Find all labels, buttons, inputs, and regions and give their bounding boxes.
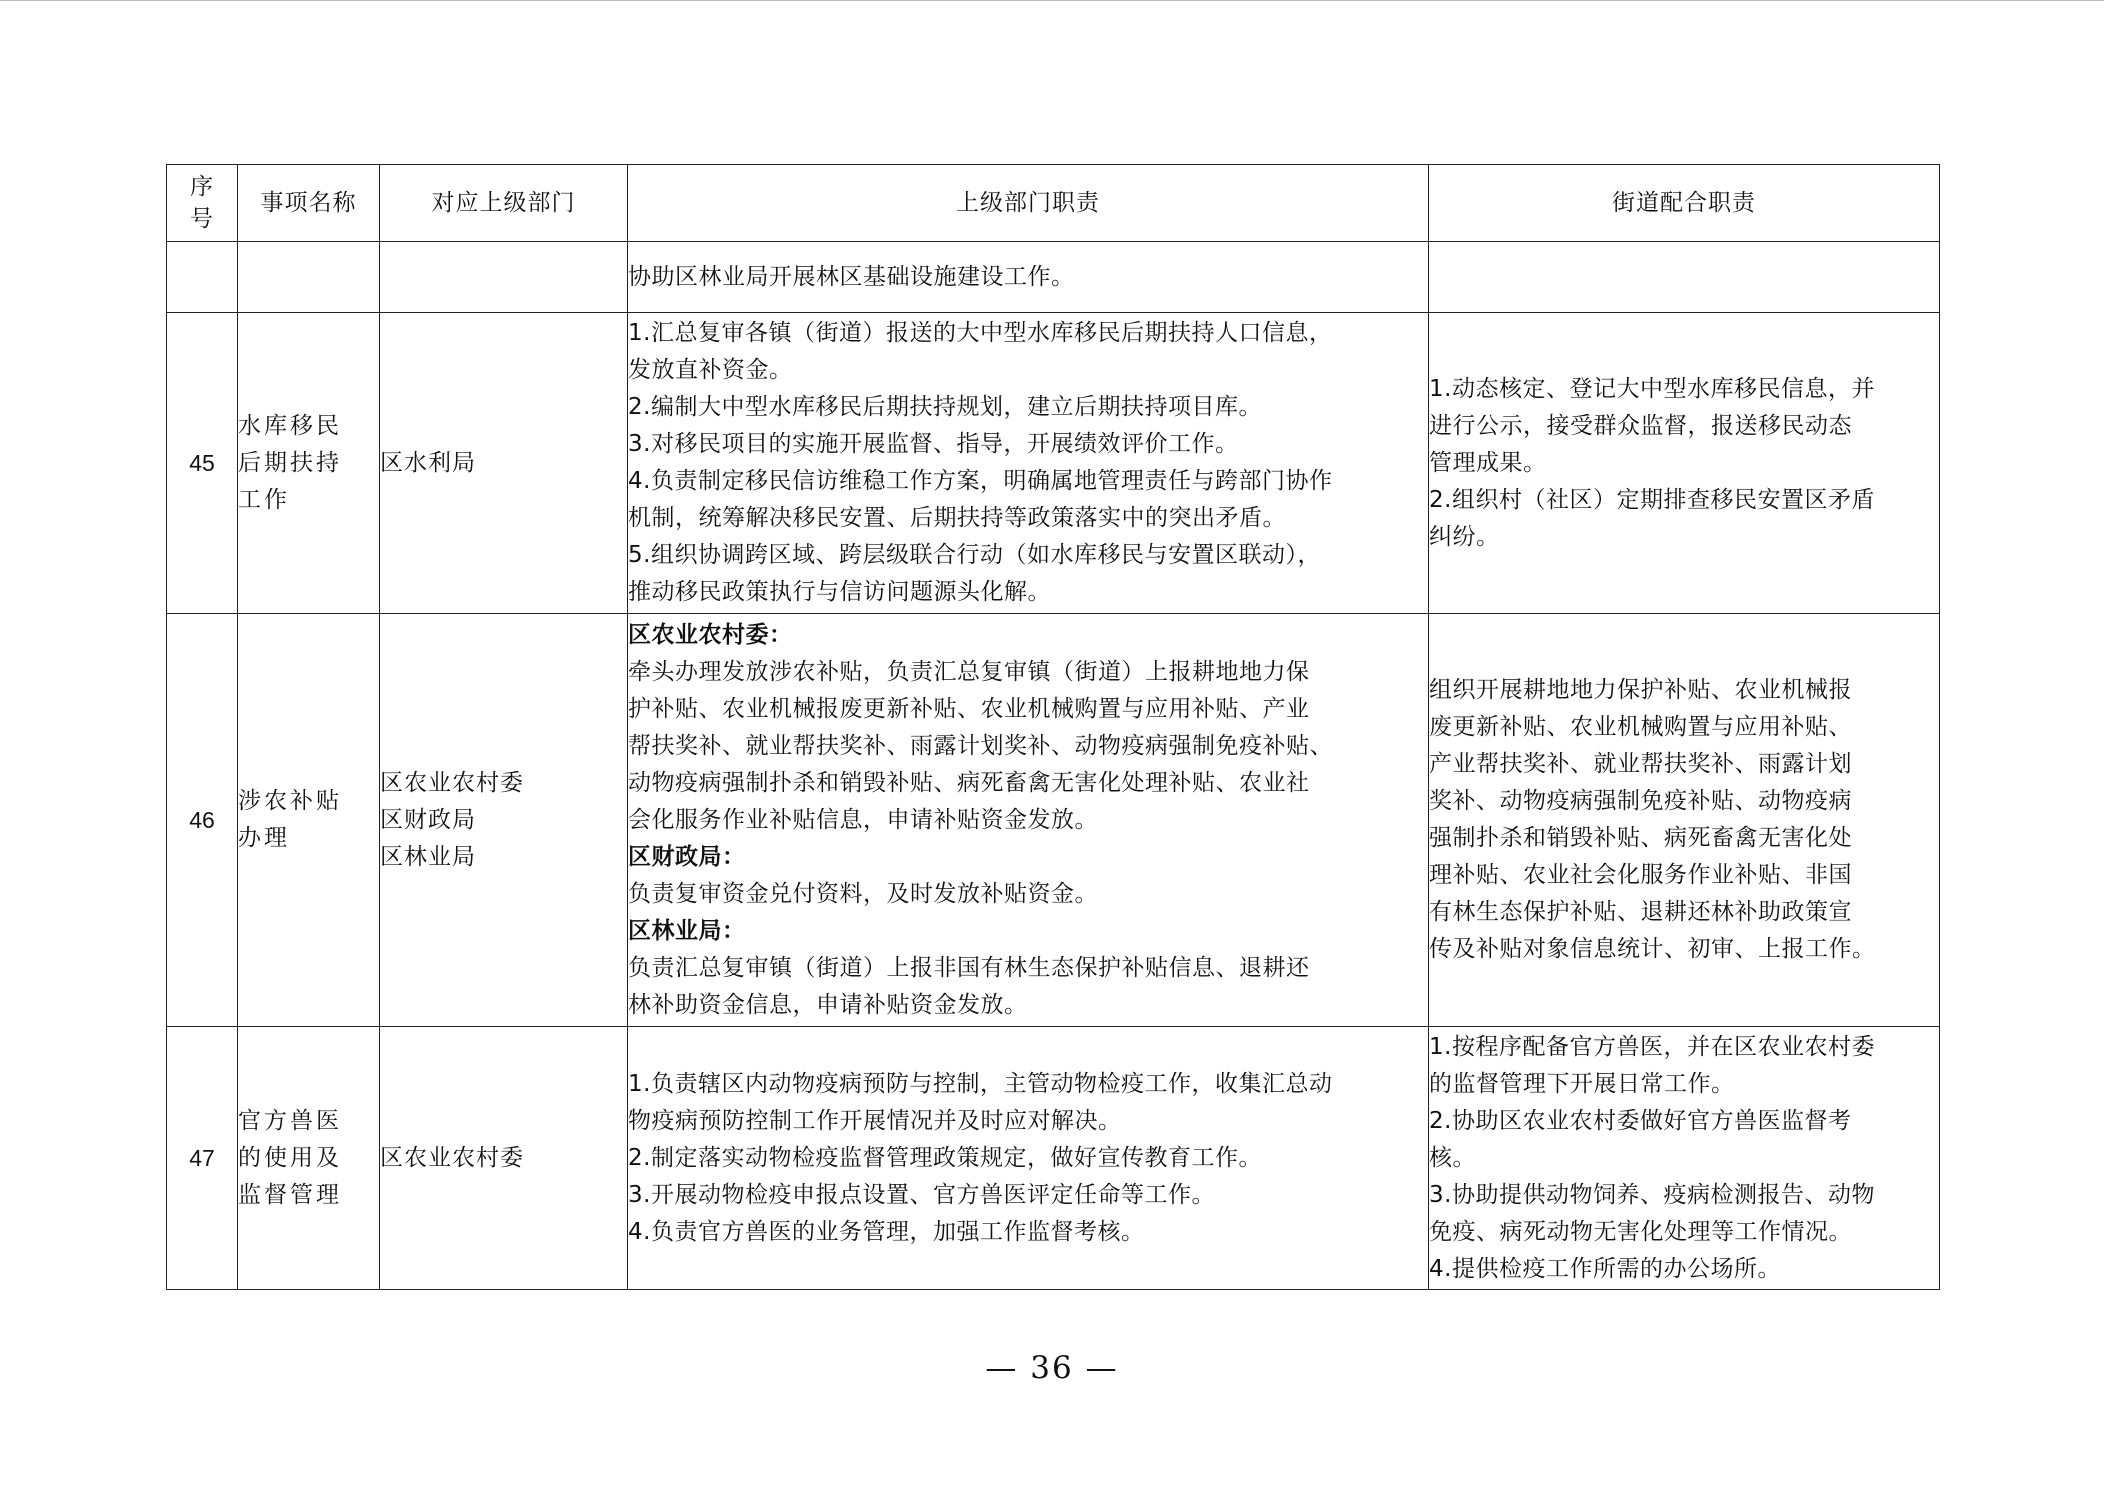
table-row-continuation <box>167 242 1940 313</box>
row-superior-duties-cell <box>628 1027 1429 1290</box>
duty-section-heading: 区财政局： <box>628 843 746 870</box>
dept-line: 区农业农村委 <box>380 769 524 796</box>
row-dept-cell <box>380 313 628 614</box>
row-street-duties-cell <box>1429 313 1940 614</box>
duty-line: 奖补、动物疫病强制免疫补贴、动物疫病 <box>1429 788 1852 814</box>
duty-line: 牵头办理发放涉农补贴，负责汇总复审镇（街道）上报耕地地力保 <box>628 658 1310 685</box>
duty-line: 5.组织协调跨区域、跨层级联合行动（如水库移民与安置区联动）， <box>628 542 1321 568</box>
duty-section-heading: 区农业农村委： <box>628 621 793 648</box>
duty-line: 2.协助区农业农村委做好官方兽医监督考 <box>1429 1107 1852 1134</box>
row-dept-cell <box>380 614 628 1027</box>
row-no-cell: 46 <box>167 614 238 1027</box>
row-superior-duties-cell <box>628 313 1429 614</box>
duty-line: 3.对移民项目的实施开展监督、指导，开展绩效评价工作。 <box>628 431 1239 457</box>
duty-line: 1.按程序配备官方兽医，并在区农业农村委 <box>1429 1033 1875 1060</box>
duty-line: 负责汇总复审镇（街道）上报非国有林生态保护补贴信息、退耕还 <box>628 954 1310 981</box>
duty-line: 3.协助提供动物饲养、疫病检测报告、动物 <box>1429 1181 1875 1208</box>
duty-line: 产业帮扶奖补、就业帮扶奖补、雨露计划 <box>1429 751 1852 777</box>
duty-line: 负责复审资金兑付资料，及时发放补贴资金。 <box>628 880 1098 907</box>
item-name-line: 的使用及 <box>238 1144 342 1171</box>
row-street-duties-cell <box>1429 614 1940 1027</box>
duty-line: 4.负责制定移民信访维稳工作方案，明确属地管理责任与跨部门协作 <box>628 468 1333 494</box>
duty-line: 护补贴、农业机械报废更新补贴、农业机械购置与应用补贴、产业 <box>628 695 1310 722</box>
page-top-rule <box>0 0 2104 1</box>
row-street-duties-cell <box>1429 1027 1940 1290</box>
item-name-line: 后期扶持 <box>238 449 342 476</box>
row-dept-cell <box>380 242 628 313</box>
row-no-cell <box>167 242 238 313</box>
duty-line: 管理成果。 <box>1429 449 1547 476</box>
duty-line: 2.制定落实动物检疫监督管理政策规定，做好宣传教育工作。 <box>628 1144 1262 1171</box>
duty-line: 4.提供检疫工作所需的办公场所。 <box>1429 1255 1781 1282</box>
duty-line: 核。 <box>1429 1144 1476 1171</box>
duty-line: 废更新补贴、农业机械购置与应用补贴、 <box>1429 714 1852 740</box>
row-dept-cell <box>380 1027 628 1290</box>
duty-line: 发放直补资金。 <box>628 357 793 383</box>
dept-line: 区农业农村委 <box>380 1144 524 1171</box>
row-superior-duties-cell <box>628 614 1429 1027</box>
duty-line: 强制扑杀和销毁补贴、病死畜禽无害化处 <box>1429 825 1852 851</box>
duty-line: 1.动态核定、登记大中型水库移民信息，并 <box>1429 375 1875 402</box>
duty-line: 协助区林业局开展林区基础设施建设工作。 <box>628 263 1075 290</box>
dept-line: 区财政局 <box>380 806 476 833</box>
header-street-duties: 街道配合职责 <box>1429 165 1940 242</box>
header-superior-dept: 对应上级部门 <box>380 165 628 242</box>
item-name-line: 监督管理 <box>238 1181 342 1208</box>
duty-line: 有林生态保护补贴、退耕还林补助政策宣 <box>1429 899 1852 925</box>
row-street-duties-cell <box>1429 242 1940 313</box>
duty-line: 推动移民政策执行与信访问题源头化解。 <box>628 579 1051 605</box>
duty-line: 理补贴、农业社会化服务作业补贴、非国 <box>1429 862 1852 888</box>
duty-line: 纠纷。 <box>1429 523 1500 550</box>
duty-line: 组织开展耕地地力保护补贴、农业机械报 <box>1429 677 1852 703</box>
dept-line: 区林业局 <box>380 843 476 870</box>
row-name-cell <box>238 614 380 1027</box>
duty-line: 机制，统筹解决移民安置、后期扶持等政策落实中的突出矛盾。 <box>628 505 1286 531</box>
item-name-line: 水库移民 <box>238 412 342 439</box>
row-no-cell: 47 <box>167 1027 238 1290</box>
item-name-line: 办理 <box>238 825 290 851</box>
dept-line: 区水利局 <box>380 449 476 476</box>
row-name-cell <box>238 1027 380 1290</box>
duty-section-heading: 区林业局： <box>628 917 746 944</box>
duty-line: 4.负责官方兽医的业务管理，加强工作监督考核。 <box>628 1218 1145 1245</box>
duty-line: 2.组织村（社区）定期排查移民安置区矛盾 <box>1429 486 1875 513</box>
duty-line: 动物疫病强制扑杀和销毁补贴、病死畜禽无害化处理补贴、农业社 <box>628 769 1310 796</box>
item-name-line: 官方兽医 <box>238 1107 342 1134</box>
duty-line: 帮扶奖补、就业帮扶奖补、雨露计划奖补、动物疫病强制免疫补贴、 <box>628 732 1333 759</box>
header-superior-duties: 上级部门职责 <box>628 165 1429 242</box>
item-name-line: 涉农补贴 <box>238 788 342 814</box>
table-row <box>167 1027 1940 1290</box>
table-row <box>167 614 1940 1027</box>
duty-line: 传及补贴对象信息统计、初审、上报工作。 <box>1429 936 1876 962</box>
duty-line: 的监督管理下开展日常工作。 <box>1429 1070 1735 1097</box>
duty-line: 林补助资金信息，申请补贴资金发放。 <box>628 991 1028 1018</box>
header-item-name: 事项名称 <box>238 165 380 242</box>
row-no-cell: 45 <box>167 313 238 614</box>
row-name-cell <box>238 313 380 614</box>
page-number: — 36 — <box>985 1350 1119 1386</box>
duty-line: 1.负责辖区内动物疫病预防与控制，主管动物检疫工作，收集汇总动 <box>628 1070 1333 1097</box>
duty-line: 物疫病预防控制工作开展情况并及时应对解决。 <box>628 1107 1122 1134</box>
row-name-cell <box>238 242 380 313</box>
duty-line: 3.开展动物检疫申报点设置、官方兽医评定任命等工作。 <box>628 1181 1215 1208</box>
duty-line: 2.编制大中型水库移民后期扶持规划，建立后期扶持项目库。 <box>628 394 1262 420</box>
table-header-row <box>167 165 1940 242</box>
duty-line: 进行公示，接受群众监督，报送移民动态 <box>1429 412 1852 439</box>
table-row <box>167 313 1940 614</box>
duty-line: 1.汇总复审各镇（街道）报送的大中型水库移民后期扶持人口信息， <box>628 320 1333 346</box>
duties-table <box>166 164 1940 1290</box>
duty-line: 会化服务作业补贴信息，申请补贴资金发放。 <box>628 806 1098 833</box>
row-superior-duties-cell <box>628 242 1429 313</box>
header-no: 序号 <box>167 165 238 242</box>
item-name-line: 工作 <box>238 486 290 513</box>
duty-line: 免疫、病死动物无害化处理等工作情况。 <box>1429 1218 1852 1245</box>
